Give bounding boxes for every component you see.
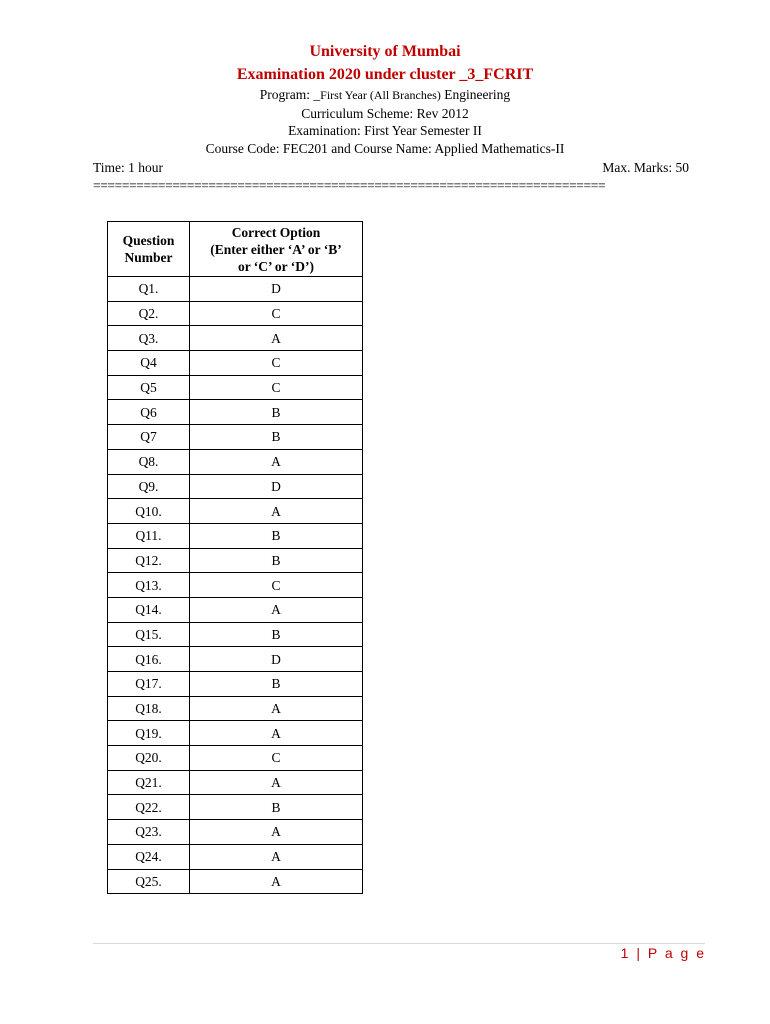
- correct-option-cell: B: [190, 672, 363, 697]
- correct-option-cell: B: [190, 425, 363, 450]
- question-number-cell: Q11.: [108, 523, 190, 548]
- correct-option-cell: B: [190, 795, 363, 820]
- question-number-cell: Q17.: [108, 672, 190, 697]
- question-number-cell: Q24.: [108, 844, 190, 869]
- question-number-cell: Q5: [108, 375, 190, 400]
- header-text: Question: [122, 233, 175, 248]
- correct-option-cell: B: [190, 523, 363, 548]
- correct-option-cell: C: [190, 301, 363, 326]
- examination-line: Examination: First Year Semester II: [288, 123, 482, 138]
- correct-option-cell: B: [190, 400, 363, 425]
- header-text: Correct Option: [231, 224, 321, 240]
- curriculum-line: Curriculum Scheme: Rev 2012: [301, 105, 469, 121]
- program-suffix: Engineering: [440, 87, 511, 102]
- max-marks-label: Max. Marks: 50: [602, 160, 689, 175]
- document-header: [0, 40, 770, 157]
- question-number-cell: Q10.: [108, 499, 190, 524]
- question-number-cell: Q25.: [108, 869, 190, 894]
- table-row: [108, 795, 363, 820]
- question-number-cell: Q18.: [108, 696, 190, 721]
- table-row: [108, 746, 363, 771]
- table-row: [108, 351, 363, 376]
- question-number-cell: Q21.: [108, 770, 190, 795]
- answer-key-table: [107, 221, 363, 894]
- correct-option-cell: C: [190, 375, 363, 400]
- correct-option-cell: A: [190, 721, 363, 746]
- table-row: [108, 597, 363, 622]
- table-row: [108, 425, 363, 450]
- table-row: [108, 622, 363, 647]
- question-number-cell: Q15.: [108, 622, 190, 647]
- correct-option-header: [190, 222, 363, 277]
- question-number-cell: Q12.: [108, 548, 190, 573]
- header-text: (Enter either ‘A’ or ‘B’: [210, 241, 342, 257]
- correct-option-cell: B: [190, 548, 363, 573]
- course-line: Course Code: FEC201 and Course Name: Applied Mathematics-II: [205, 140, 565, 156]
- question-number-cell: Q14.: [108, 597, 190, 622]
- question-number-cell: Q6: [108, 400, 190, 425]
- table-row: [108, 499, 363, 524]
- footer-divider: [93, 943, 705, 944]
- exam-title: Examination 2020 under cluster _3_FCRIT: [236, 66, 534, 83]
- question-number-header: [108, 222, 190, 277]
- question-number-cell: Q3.: [108, 326, 190, 351]
- table-row: [108, 474, 363, 499]
- correct-option-cell: A: [190, 597, 363, 622]
- table-row: [108, 672, 363, 697]
- correct-option-cell: C: [190, 573, 363, 598]
- table-row: [108, 869, 363, 894]
- header-text: or ‘C’ or ‘D’): [237, 258, 315, 274]
- question-number-cell: Q13.: [108, 573, 190, 598]
- table-row: [108, 770, 363, 795]
- program-prefix: Program: _: [259, 87, 321, 102]
- correct-option-cell: A: [190, 449, 363, 474]
- question-number-cell: Q16.: [108, 647, 190, 672]
- table-row: [108, 647, 363, 672]
- correct-option-cell: C: [190, 351, 363, 376]
- program-line: [0, 86, 770, 105]
- correct-option-cell: A: [190, 499, 363, 524]
- correct-option-cell: A: [190, 326, 363, 351]
- table-row: [108, 375, 363, 400]
- table-row: [108, 449, 363, 474]
- table-header-row: [108, 222, 363, 277]
- question-number-cell: Q4: [108, 351, 190, 376]
- correct-option-cell: A: [190, 820, 363, 845]
- header-text: Number: [124, 250, 173, 265]
- table-row: [108, 301, 363, 326]
- table-row: [108, 277, 363, 302]
- correct-option-cell: D: [190, 277, 363, 302]
- correct-option-cell: A: [190, 696, 363, 721]
- question-number-cell: Q22.: [108, 795, 190, 820]
- table-row: [108, 523, 363, 548]
- correct-option-cell: D: [190, 474, 363, 499]
- exam-meta-row: [93, 160, 689, 176]
- program-branches: First Year (All Branches): [320, 88, 441, 102]
- question-number-cell: Q2.: [108, 301, 190, 326]
- page-number: 1 | P a g e: [620, 945, 706, 961]
- question-number-cell: Q9.: [108, 474, 190, 499]
- table-row: [108, 844, 363, 869]
- table-row: [108, 573, 363, 598]
- table-row: [108, 696, 363, 721]
- table-row: [108, 721, 363, 746]
- correct-option-cell: A: [190, 844, 363, 869]
- time-label: Time: 1 hour: [93, 160, 164, 175]
- correct-option-cell: A: [190, 869, 363, 894]
- university-title: University of Mumbai: [309, 43, 461, 60]
- separator-line: =======================================================================: [93, 178, 606, 193]
- table-row: [108, 548, 363, 573]
- question-number-cell: Q19.: [108, 721, 190, 746]
- correct-option-cell: A: [190, 770, 363, 795]
- question-number-cell: Q8.: [108, 449, 190, 474]
- correct-option-cell: D: [190, 647, 363, 672]
- question-number-cell: Q1.: [108, 277, 190, 302]
- question-number-cell: Q23.: [108, 820, 190, 845]
- correct-option-cell: C: [190, 746, 363, 771]
- correct-option-cell: B: [190, 622, 363, 647]
- table-row: [108, 820, 363, 845]
- answer-rows: [108, 277, 363, 894]
- table-row: [108, 326, 363, 351]
- question-number-cell: Q20.: [108, 746, 190, 771]
- question-number-cell: Q7: [108, 425, 190, 450]
- table-row: [108, 400, 363, 425]
